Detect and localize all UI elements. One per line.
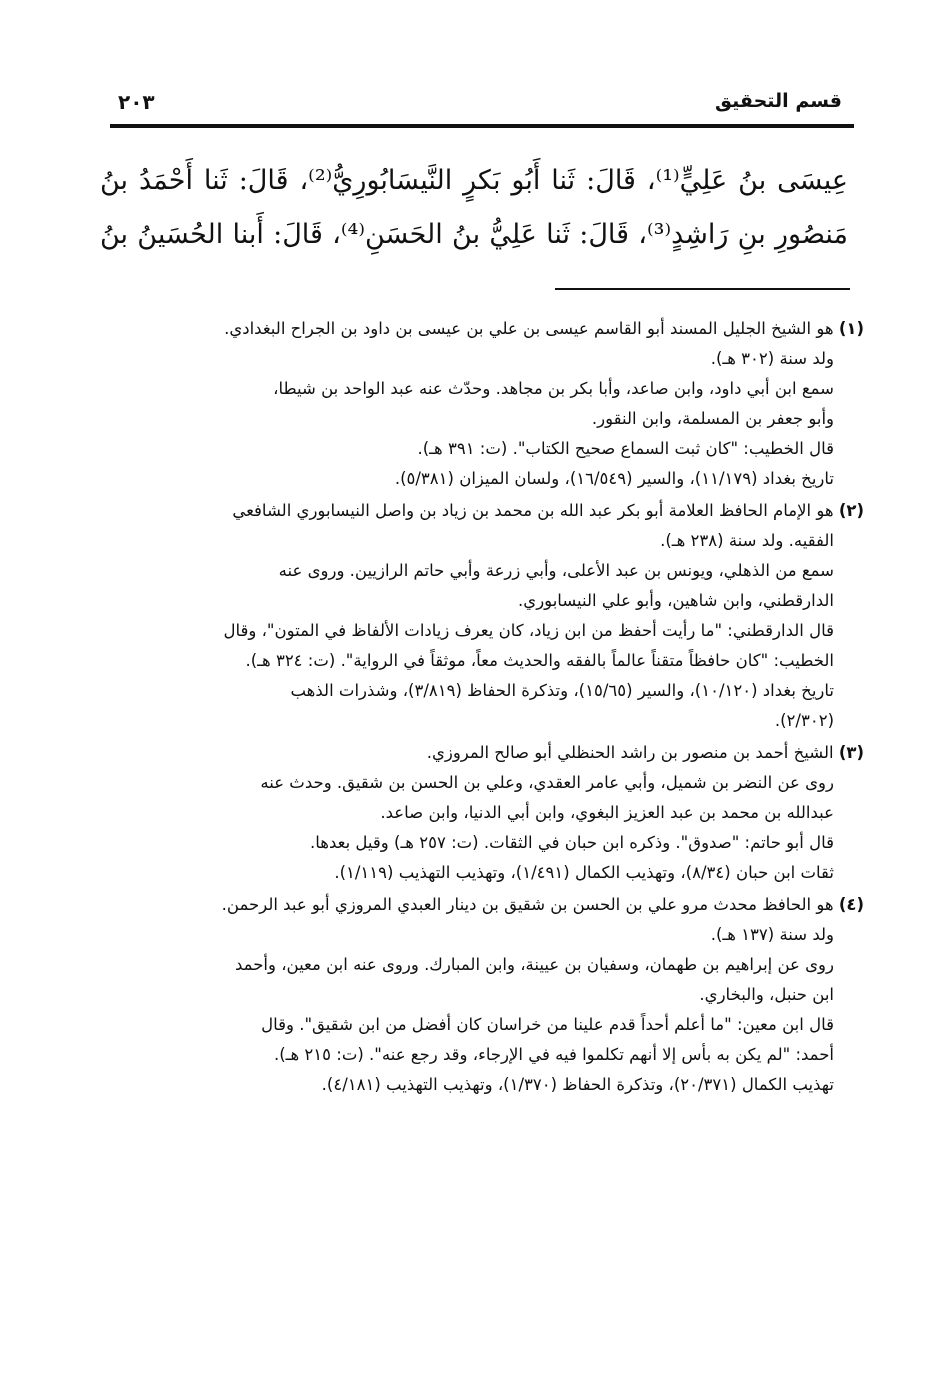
footnote xyxy=(98,890,864,1100)
footnote-line: قال ابن معين: "ما أعلم أحداً قدم علينا من خراسان كان أفضل من ابن شقيق". وقال xyxy=(261,1015,834,1034)
footnote xyxy=(98,496,864,736)
footnote-number: (١) xyxy=(838,319,864,338)
footnote-number: (٣) xyxy=(838,743,864,762)
section-title: قسم التحقيق xyxy=(715,90,842,112)
page-header xyxy=(118,88,842,120)
footnote-line: الدارقطني، وابن شاهين، وأبو علي النيسابوري. xyxy=(518,591,834,610)
footnote-line: سمع ابن أبي داود، وابن صاعد، وأبا بكر بن مجاهد. وحدّث عنه عبد الواحد بن شيطا، xyxy=(273,379,834,398)
footnote-line: روى عن إبراهيم بن طهمان، وسفيان بن عيينة، وابن المبارك. وروى عنه ابن معين، وأحمد xyxy=(235,955,834,974)
main-text-line: مَنصُورِ بنِ رَاشِدٍ⁽³⁾، قَالَ: ثَنا عَلِيُّ بنُ الحَسَنِ⁽⁴⁾، قَالَ: أَبنا الحُسَينُ بنُ xyxy=(100,219,848,250)
page-number: ٢٠٣ xyxy=(118,90,155,114)
footnote-number: (٢) xyxy=(838,501,864,520)
footnote-line: الفقيه. ولد سنة (٢٣٨ هـ). xyxy=(660,531,834,550)
footnote xyxy=(98,738,864,888)
footnote-line: سمع من الذهلي، ويونس بن عبد الأعلى، وأبي زرعة وأبي حاتم الرازيين. وروى عنه xyxy=(278,561,834,580)
footnote-line: ابن حنبل، والبخاري. xyxy=(699,985,834,1004)
footnote-line: الخطيب: "كان حافظاً متقناً عالماً بالفقه والحديث معاً، موثقاً في الرواية". (ت: ٣٢٤ هـ). xyxy=(245,651,834,670)
footnote-line: ولد سنة (١٣٧ هـ). xyxy=(710,925,834,944)
footnote-line: عبدالله بن محمد بن عبد العزيز البغوي، وابن أبي الدنيا، وابن صاعد. xyxy=(380,803,834,822)
footnote-head: الشيخ أحمد بن منصور بن راشد الحنظلي أبو صالح المروزي. xyxy=(426,743,834,762)
footnote-line: تاريخ بغداد (١١/١٧٩)، والسير (١٦/٥٤٩)، ولسان الميزان (٥/٣٨١). xyxy=(394,469,834,488)
footnote-line: قال الدارقطني: "ما رأيت أحفظ من ابن زياد، كان يعرف زيادات الألفاظ في المتون"، وقال xyxy=(223,621,834,640)
footnote xyxy=(98,314,864,494)
footnote-head: هو الحافظ محدث مرو علي بن الحسن بن شقيق بن دينار العبدي المروزي أبو عبد الرحمن. xyxy=(221,895,834,914)
main-text-line: عِيسَى بنُ عَلِيٍّ⁽¹⁾، قَالَ: ثَنا أَبُو بَكرٍ النَّيسَابُورِيُّ⁽²⁾، قَالَ: ثَنا أَحْمَدُ بنُ xyxy=(100,165,848,196)
footnote-line: تهذيب الكمال (٢٠/٣٧١)، وتذكرة الحفاظ (١/٣٧٠)، وتهذيب التهذيب (٤/١٨١). xyxy=(321,1075,834,1094)
footnote-line: وأبو جعفر بن المسلمة، وابن النقور. xyxy=(591,409,834,428)
footnote-line: أحمد: "لم يكن به بأس إلا أنهم تكلموا فيه في الإرجاء، وقد رجع عنه". (ت: ٢١٥ هـ). xyxy=(273,1045,834,1064)
footnote-line: روى عن النضر بن شميل، وأبي عامر العقدي، وعلي بن الحسن بن شقيق. وحدث عنه xyxy=(260,773,834,792)
footnote-line: (٢/٣٠٢). xyxy=(774,711,834,730)
footnote-head: هو الإمام الحافظ العلامة أبو بكر عبد الله بن محمد بن زياد بن واصل النيسابوري الشافعي xyxy=(232,501,834,520)
footnote-number: (٤) xyxy=(838,895,864,914)
footnote-head: هو الشيخ الجليل المسند أبو القاسم عيسى بن علي بن عيسى بن داود بن الجراح البغدادي. xyxy=(224,319,834,338)
footnote-line: قال أبو حاتم: "صدوق". وذكره ابن حبان في الثقات. (ت: ٢٥٧ هـ) وقيل بعدها. xyxy=(310,833,834,852)
footnote-line: تاريخ بغداد (١٠/١٢٠)، والسير (١٥/٦٥)، وتذكرة الحفاظ (٣/٨١٩)، وشذرات الذهب xyxy=(290,681,834,700)
footnotes xyxy=(98,314,864,1102)
main-text xyxy=(100,154,848,262)
footnote-line: قال الخطيب: "كان ثبت السماع صحيح الكتاب". (ت: ٣٩١ هـ). xyxy=(417,439,834,458)
header-rule xyxy=(110,124,854,128)
footnote-separator xyxy=(555,288,850,290)
footnote-line: ثقات ابن حبان (٨/٣٤)، وتهذيب الكمال (١/٤٩١)، وتهذيب التهذيب (١/١١٩). xyxy=(334,863,834,882)
footnote-line: ولد سنة (٣٠٢ هـ). xyxy=(710,349,834,368)
